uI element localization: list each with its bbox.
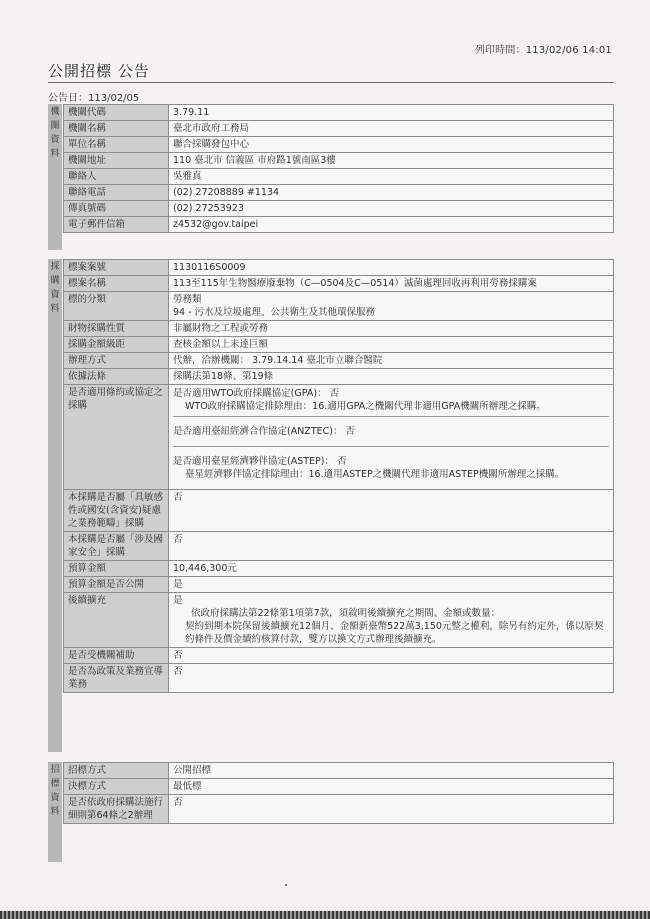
table-row: 標的分類 勞務類 94 - 污水及垃圾處理、公共衛生及其他環保服務: [64, 292, 614, 321]
table-row: 是否為政策及業務宣導業務 否: [64, 664, 614, 693]
procurement-table: [63, 259, 614, 693]
print-time: 列印時間：113/02/06 14:01: [474, 45, 612, 56]
table-row: 後續擴充 是 依政府採購法第22條第1項第7款，須敘明後續擴充之期間、金額或數量： 契約到期本院保留後續擴充12個月、金額新臺幣522萬3,150元整之權利，除另有約定外，係以原契約條件及價金續約核算付款，雙方以換文方式辦理後續擴充。: [64, 593, 614, 648]
table-row: 預算金額是否公開 是: [64, 577, 614, 593]
case-number: 1130116S0009: [169, 260, 614, 276]
case-name: 113至115年生物醫療廢棄物（C—0504及C—0514）滅菌處理回收再利用勞務採購案: [169, 276, 614, 292]
announce-date: 公告日：113/02/05: [48, 93, 140, 104]
table-row: 傳真號碼 (02) 27253923: [64, 201, 614, 217]
scan-edge-strip: [0, 911, 650, 919]
scan-speck: [285, 884, 287, 886]
table-row: 聯絡人 吳雅真: [64, 169, 614, 185]
tender-side-label: 招 標 資 料: [48, 762, 62, 862]
anztec-block: 是否適用臺紐經濟合作協定(ANZTEC)： 否: [173, 417, 609, 447]
table-row: 招標方式 公開招標: [64, 763, 614, 779]
table-row: 電子郵件信箱 z4532@gov.taipei: [64, 217, 614, 233]
table-row: 標案案號 1130116S0009: [64, 260, 614, 276]
table-row: 本採購是否屬「涉及國家安全」採購 否: [64, 532, 614, 561]
table-row: 本採購是否屬「具敏感性或國安(含資安)疑慮之業務範疇」採購 否: [64, 490, 614, 532]
budget-amount: 10,446,300元: [169, 561, 614, 577]
title-divider: [48, 82, 614, 83]
page-title: 公開招標 公告: [48, 62, 150, 80]
table-row: 是否依政府採購法施行細則第64條之2辦理 否: [64, 795, 614, 824]
table-row: 預算金額 10,446,300元: [64, 561, 614, 577]
table-row: 辦理方式 代辦，洽辦機關： 3.79.14.14 臺北市立聯合醫院: [64, 353, 614, 369]
table-row: 依據法條 採購法第18條、第19條: [64, 369, 614, 385]
table-row: 標案名稱 113至115年生物醫療廢棄物（C—0504及C—0514）滅菌處理回收再利用勞務採購案: [64, 276, 614, 292]
table-row: 單位名稱 聯合採購發包中心: [64, 137, 614, 153]
agency-table: [63, 104, 614, 233]
table-row: 採購金額級距 查核金額以上未達巨額: [64, 337, 614, 353]
tender-table: [63, 762, 614, 824]
table-row: 機關代碼 3.79.11: [64, 105, 614, 121]
astep-block: 是否適用臺星經濟夥伴協定(ASTEP)： 否 臺星經濟夥伴協定排除理由：16.適用ASTEP之機關代理非適用ASTEP機關所辦理之採購。: [173, 456, 565, 480]
table-row: 是否適用條約或協定之採購 是否適用WTO政府採購協定(GPA)： 否 WTO政府採購協定排除理由：16.適用GPA之機關代理非適用GPA機關所辦理之採購。 是否適用臺紐經濟合作協定(ANZTEC)： 否 是否適用臺星經濟夥伴協定(ASTEP)： 否 臺星經濟夥伴協定排除理由：16.適用ASTEP之機關代理非適用ASTEP機關所辦理之採購。: [64, 385, 614, 490]
table-row: 聯絡電話 (02) 27208889 #1134: [64, 185, 614, 201]
tender-section: [48, 762, 614, 862]
table-row: 機關名稱 臺北市政府工務局: [64, 121, 614, 137]
treaty-cell: [169, 385, 614, 490]
table-row: 決標方式 最低標: [64, 779, 614, 795]
procurement-section: [48, 259, 614, 752]
agency-side-label: 機 關 資 料: [48, 104, 62, 250]
gpa-block: 是否適用WTO政府採購協定(GPA)： 否 WTO政府採購協定排除理由：16.適用GPA之機關代理非適用GPA機關所辦理之採購。: [173, 385, 609, 417]
procurement-side-label: 採 購 資 料: [48, 259, 62, 752]
table-row: 機關地址 110 臺北市 信義區 市府路1號南區3樓: [64, 153, 614, 169]
agency-section: [48, 104, 614, 250]
table-row: 財物採購性質 非屬財物之工程或勞務: [64, 321, 614, 337]
table-row: 是否受機關補助 否: [64, 648, 614, 664]
